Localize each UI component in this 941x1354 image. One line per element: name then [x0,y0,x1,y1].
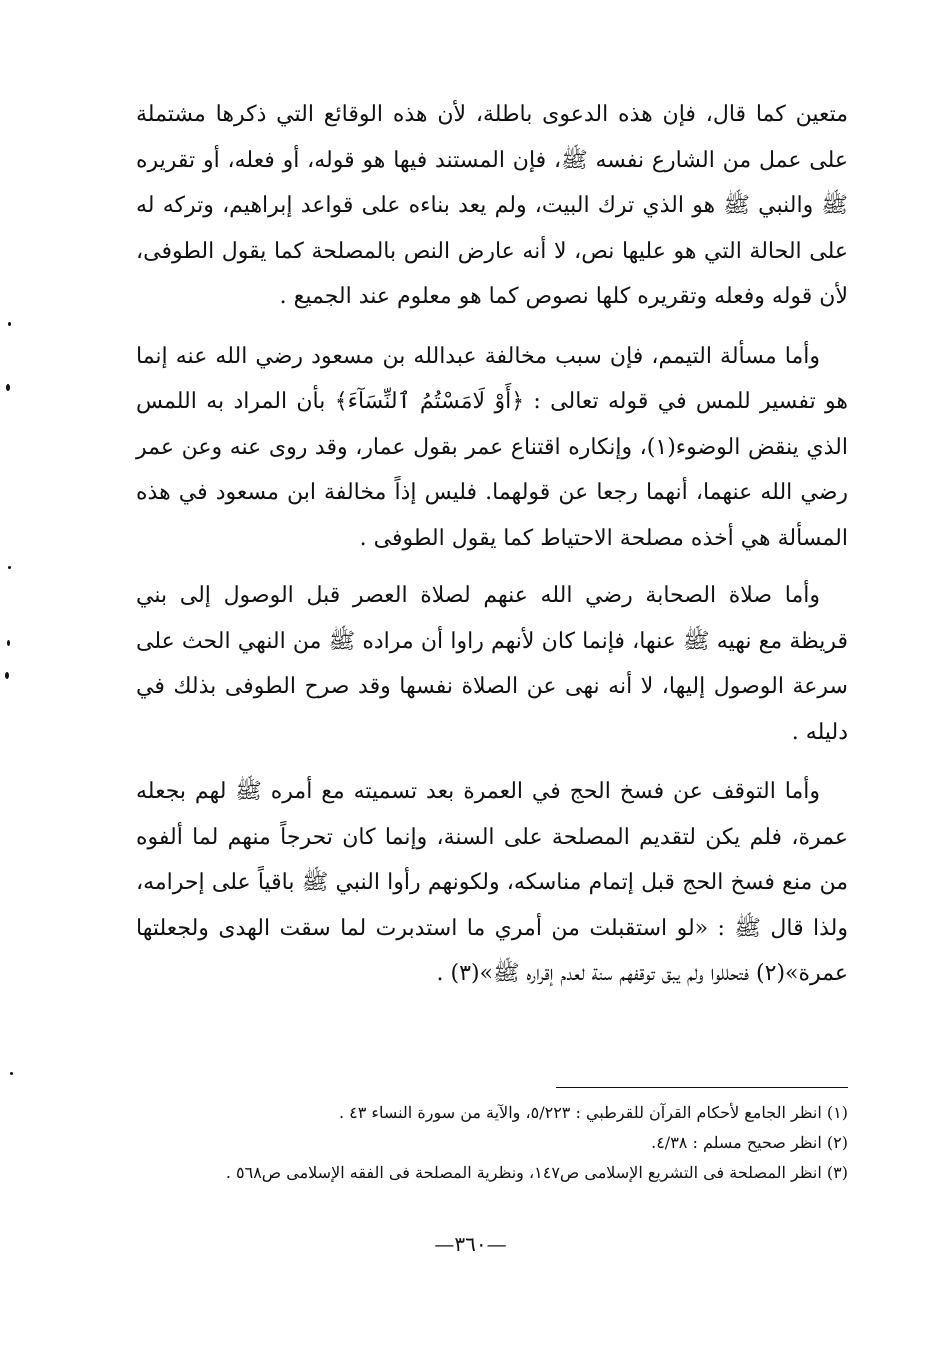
footnote-3: (٣) انظر المصلحة فى التشريع الإسلامى ص١٤٧، ونظرية المصلحة فى الفقه الإسلامى ص٥٦٨ . [225,1163,848,1182]
margin-speck [7,640,10,646]
margin-speck [10,1072,13,1075]
paragraph-3: وأما صلاة الصحابة رضي الله عنهم لصلاة العصر قبل الوصول إلى بني قريظة مع نهيه ﷺ عنها، فإنما كان لأنهم راوا أن مراده ﷺ من النهي الحث على سرعة الوصول إليها، لا أنه نهى عن الصلاة نفسها وقد صرح الطوفى بذلك في دليله . [136,583,848,745]
footnote-separator [556,1087,848,1088]
margin-speck [6,384,10,391]
footnote-1: (١) انظر الجامع لأحكام القرآن للقرطبي : ٥/٢٢٣، والآية من سورة النساء ٤٣ . [338,1103,848,1122]
paragraph-1: متعين كما قال، فإن هذه الدعوى باطلة، لأن هذه الوقائع التي ذكرها مشتملة على عمل من الشارع نفسه ﷺ، فإن المستند فيها هو قوله، أو فعله، أو تقريره ﷺ والنبي ﷺ هو الذي ترك البيت، ولم يعد بناءه على قواعد إبراهيم، وتركه له على الحالة التي هو عليها نص، لا أنه عارض النص بالمصلحة كما يقول الطوفى، لأن قوله وفعله وتقريره كلها نصوص كما هو معلوم عند الجميع . [136,102,848,309]
margin-speck [5,672,9,679]
margin-speck [8,322,11,326]
body-text [136,92,848,997]
paragraph-4: وأما التوقف عن فسخ الحج في العمرة بعد تسميته مع أمره ﷺ لهم بجعله عمرة، فلم يكن لتقديم المصلحة على السنة، وإنما كان تحرجاً منهم لما ألفوه من منع فسخ الحج قبل إتمام مناسكه، ولكونهم رأوا النبي ﷺ باقياً على إحرامه، ولذا قال ﷺ : «لو استقبلت من أمري ما استدبرت لما سقت الهدى ولجعلتها عمرة»(٢) فتحللوا ولم يبق توقفهم سنة لعدم إقراره ﷺ»(٣) . [136,779,848,986]
paragraph-2: وأما مسألة التيمم، فإن سبب مخالفة عبدالله بن مسعود رضي الله عنه إنما هو تفسير للمس في قوله تعالى : ﴿أَوْ لَامَسْتُمُ ٱلنِّسَآءَ﴾ بأن المراد به اللمس الذي ينقض الوضوء(١)، وإنكاره اقتناع عمر بقول عمار، وقد روى عنه وعن عمر رضي الله عنهما، أنهما رجعا عن قولهما. فليس إذاً مخالفة ابن مسعود في هذه المسألة هي أخذه مصلحة الاحتياط كما يقول الطوفى . [136,343,848,551]
footnote-2: (٢) انظر صحيح مسلم : ٤/٣٨. [651,1133,848,1152]
page-number: —٣٦٠— [434,1232,507,1256]
margin-speck [8,566,11,569]
footnotes [136,1098,848,1188]
